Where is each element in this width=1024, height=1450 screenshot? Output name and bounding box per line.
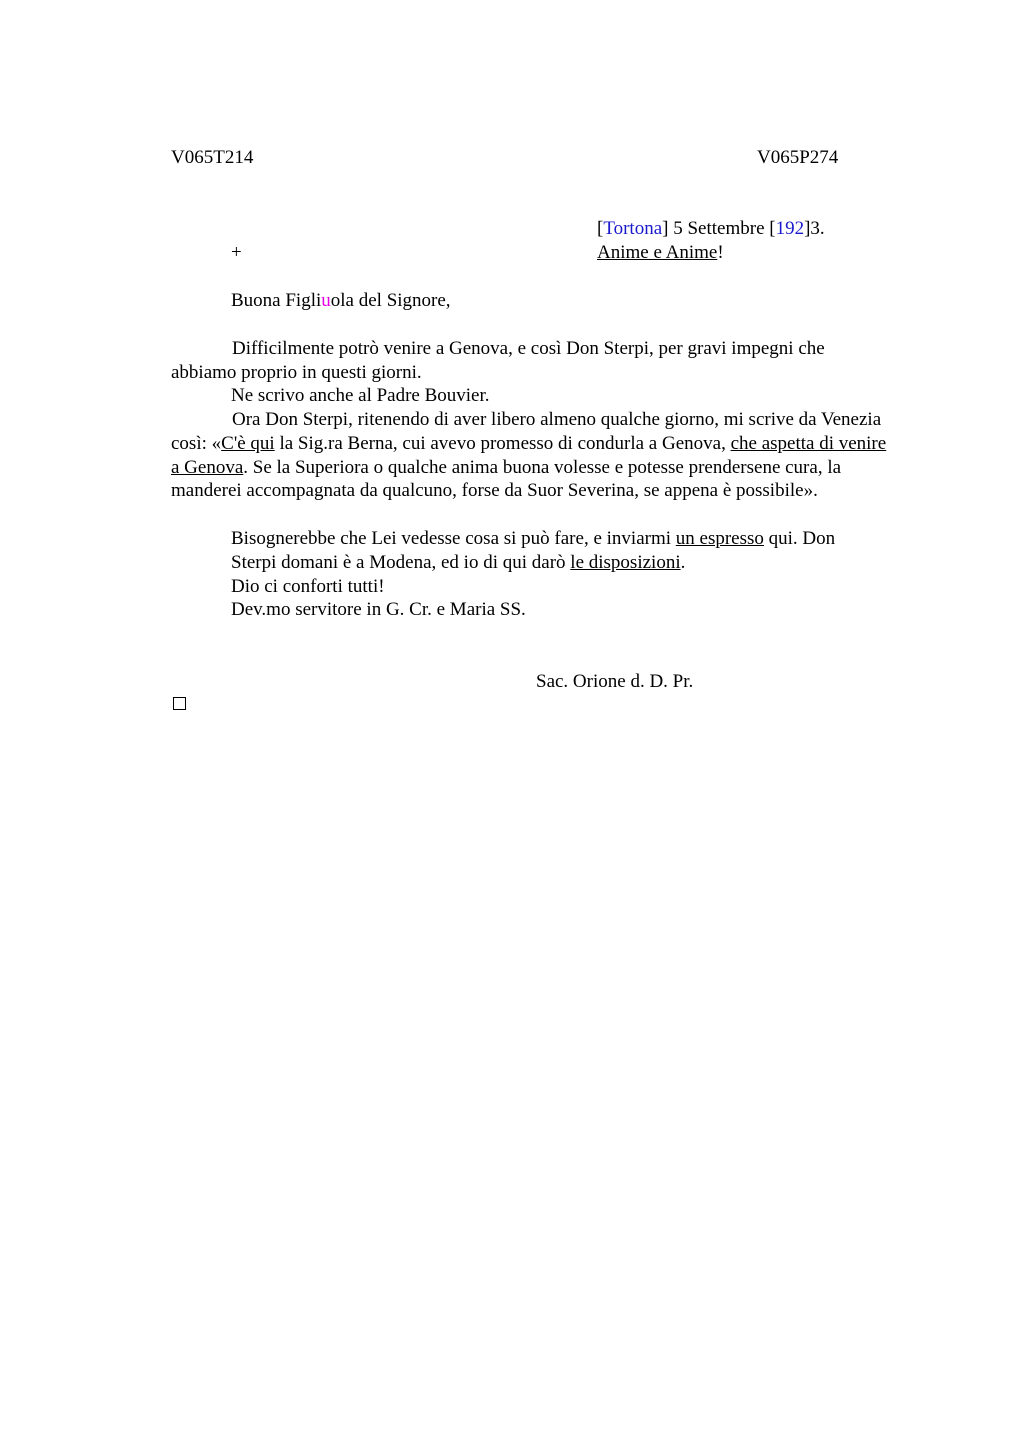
paragraph-1: Difficilmente potrò venire a Genova, e così Don Sterpi, per gravi impegni che abbiamo proprio in questi giorni.: [171, 338, 825, 383]
year-prefix: 192: [775, 218, 805, 239]
paragraph-4-text-d: .: [680, 552, 686, 573]
paragraph-4-text-c: Sterpi domani è a Modena, ed io di qui darò: [231, 552, 571, 573]
cross-mark: +: [231, 242, 242, 263]
paragraph-4-line-2: [231, 551, 685, 575]
year-suffix: 3.: [810, 218, 825, 239]
paragraph-4-line-1: [231, 527, 835, 551]
paragraph-2: Ne scrivo anche al Padre Bouvier.: [231, 385, 490, 406]
paragraph-3-text-c: . Se la Superiora o qualche anima buona volesse e potesse prendersene cura, la manderei accompagnata da qualcuno, forse da Suor Severina, se appena è possibile».: [171, 456, 842, 502]
bracket: [: [769, 218, 776, 239]
place-name: Tortona: [603, 218, 663, 239]
paragraph-3: [171, 408, 891, 503]
salutation-start: Buona Figli: [231, 290, 322, 311]
salutation-highlight: u: [321, 290, 331, 311]
paragraph-3-text-b: la Sig.ra Berna, cui avevo promesso di condurla a Genova,: [274, 432, 731, 454]
underlined-disposizioni: le disposizioni: [570, 552, 681, 573]
paragraph-4-text-b: qui. Don: [763, 528, 836, 549]
paragraph-3-text-a: Ora Don Sterpi, ritenendo di aver libero almeno qualche giorno, mi scrive da Venezia così: «: [171, 409, 882, 454]
quote-underlined-1: C'è qui: [221, 432, 275, 454]
checkbox-icon: [173, 697, 186, 710]
quote-underlined-2: che aspetta di venire a Genova: [171, 432, 887, 478]
salutation: [231, 289, 451, 313]
archive-code-right: V065P274: [757, 147, 839, 168]
motto-underlined: Anime e Anime: [597, 242, 718, 263]
paragraph-5: Dio ci conforti tutti!: [231, 576, 385, 597]
motto-end: !: [717, 242, 724, 263]
paragraph-4-text-a: Bisognerebbe che Lei vedesse cosa si può fare, e inviarmi: [231, 528, 676, 549]
underlined-espresso: un espresso: [675, 528, 764, 549]
signature: Sac. Orione d. D. Pr.: [536, 671, 694, 692]
archive-code-left: V065T214: [171, 147, 254, 168]
bracket: ]: [804, 218, 811, 239]
bracket: ]: [662, 218, 669, 239]
dateline: [597, 217, 825, 241]
closing-line: Dev.mo servitore in G. Cr. e Maria SS.: [231, 599, 526, 620]
motto: [597, 241, 724, 265]
salutation-end: ola del Signore,: [330, 290, 451, 311]
bracket: [: [597, 218, 604, 239]
date-text: 5 Settembre: [668, 218, 770, 239]
